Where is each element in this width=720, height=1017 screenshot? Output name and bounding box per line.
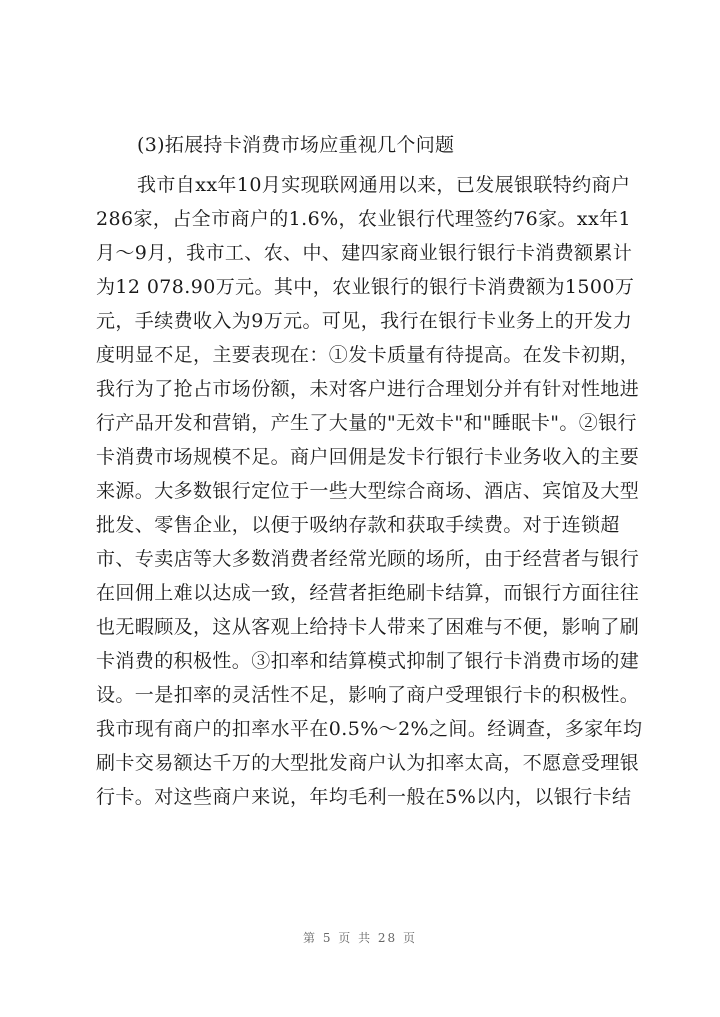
- paragraph-line: 元，手续费收入为9万元。可见，我行在银行卡业务上的开发力: [96, 310, 633, 332]
- paragraph-line: 行卡。对这些商户来说，年均毛利一般在5%以内，以银行卡结: [96, 786, 632, 808]
- paragraph-line: 我市自xx年10月实现联网通用以来，已发展银联特约商户: [137, 174, 631, 196]
- paragraph-line: 也无暇顾及，这从客观上给持卡人带来了困难与不便，影响了刷: [96, 616, 640, 638]
- section-heading: (3)拓展持卡消费市场应重视几个问题: [137, 134, 455, 156]
- paragraph-line: 市、专卖店等大多数消费者经常光顾的场所，由于经营者与银行: [96, 548, 640, 570]
- paragraph-line: 月～9月，我市工、农、中、建四家商业银行银行卡消费额累计: [96, 242, 633, 264]
- paragraph-line: 卡消费的积极性。③扣率和结算模式抑制了银行卡消费市场的建: [96, 650, 640, 672]
- paragraph-line: 为12 078.90万元。其中，农业银行的银行卡消费额为1500万: [96, 276, 635, 298]
- paragraph-line: 我市现有商户的扣率水平在0.5%～2%之间。经调查，多家年均: [96, 718, 643, 740]
- paragraph-line: 在回佣上难以达成一致，经营者拒绝刷卡结算，而银行方面往往: [96, 582, 640, 604]
- paragraph-line: 来源。大多数银行定位于一些大型综合商场、酒店、宾馆及大型: [96, 480, 640, 502]
- paragraph-line: 批发、零售企业，以便于吸纳存款和获取手续费。对于连锁超: [96, 514, 620, 536]
- page-number-footer: 第 5 页 共 28 页: [303, 931, 417, 945]
- paragraph-line: 286家，占全市商户的1.6%，农业银行代理签约76家。xx年1: [96, 208, 632, 230]
- paragraph-line: 刷卡交易额达千万的大型批发商户认为扣率太高，不愿意受理银: [96, 752, 640, 774]
- paragraph-line: 卡消费市场规模不足。商户回佣是发卡行银行卡业务收入的主要: [96, 446, 640, 468]
- paragraph-line: 我行为了抢占市场份额，未对客户进行合理划分并有针对性地进: [96, 378, 640, 400]
- paragraph-line: 行产品开发和营销，产生了大量的"无效卡"和"睡眠卡"。②银行: [96, 412, 637, 434]
- paragraph-line: 度明显不足，主要表现在：①发卡质量有待提高。在发卡初期，: [96, 344, 640, 366]
- paragraph-line: 设。一是扣率的灵活性不足，影响了商户受理银行卡的积极性。: [96, 684, 640, 706]
